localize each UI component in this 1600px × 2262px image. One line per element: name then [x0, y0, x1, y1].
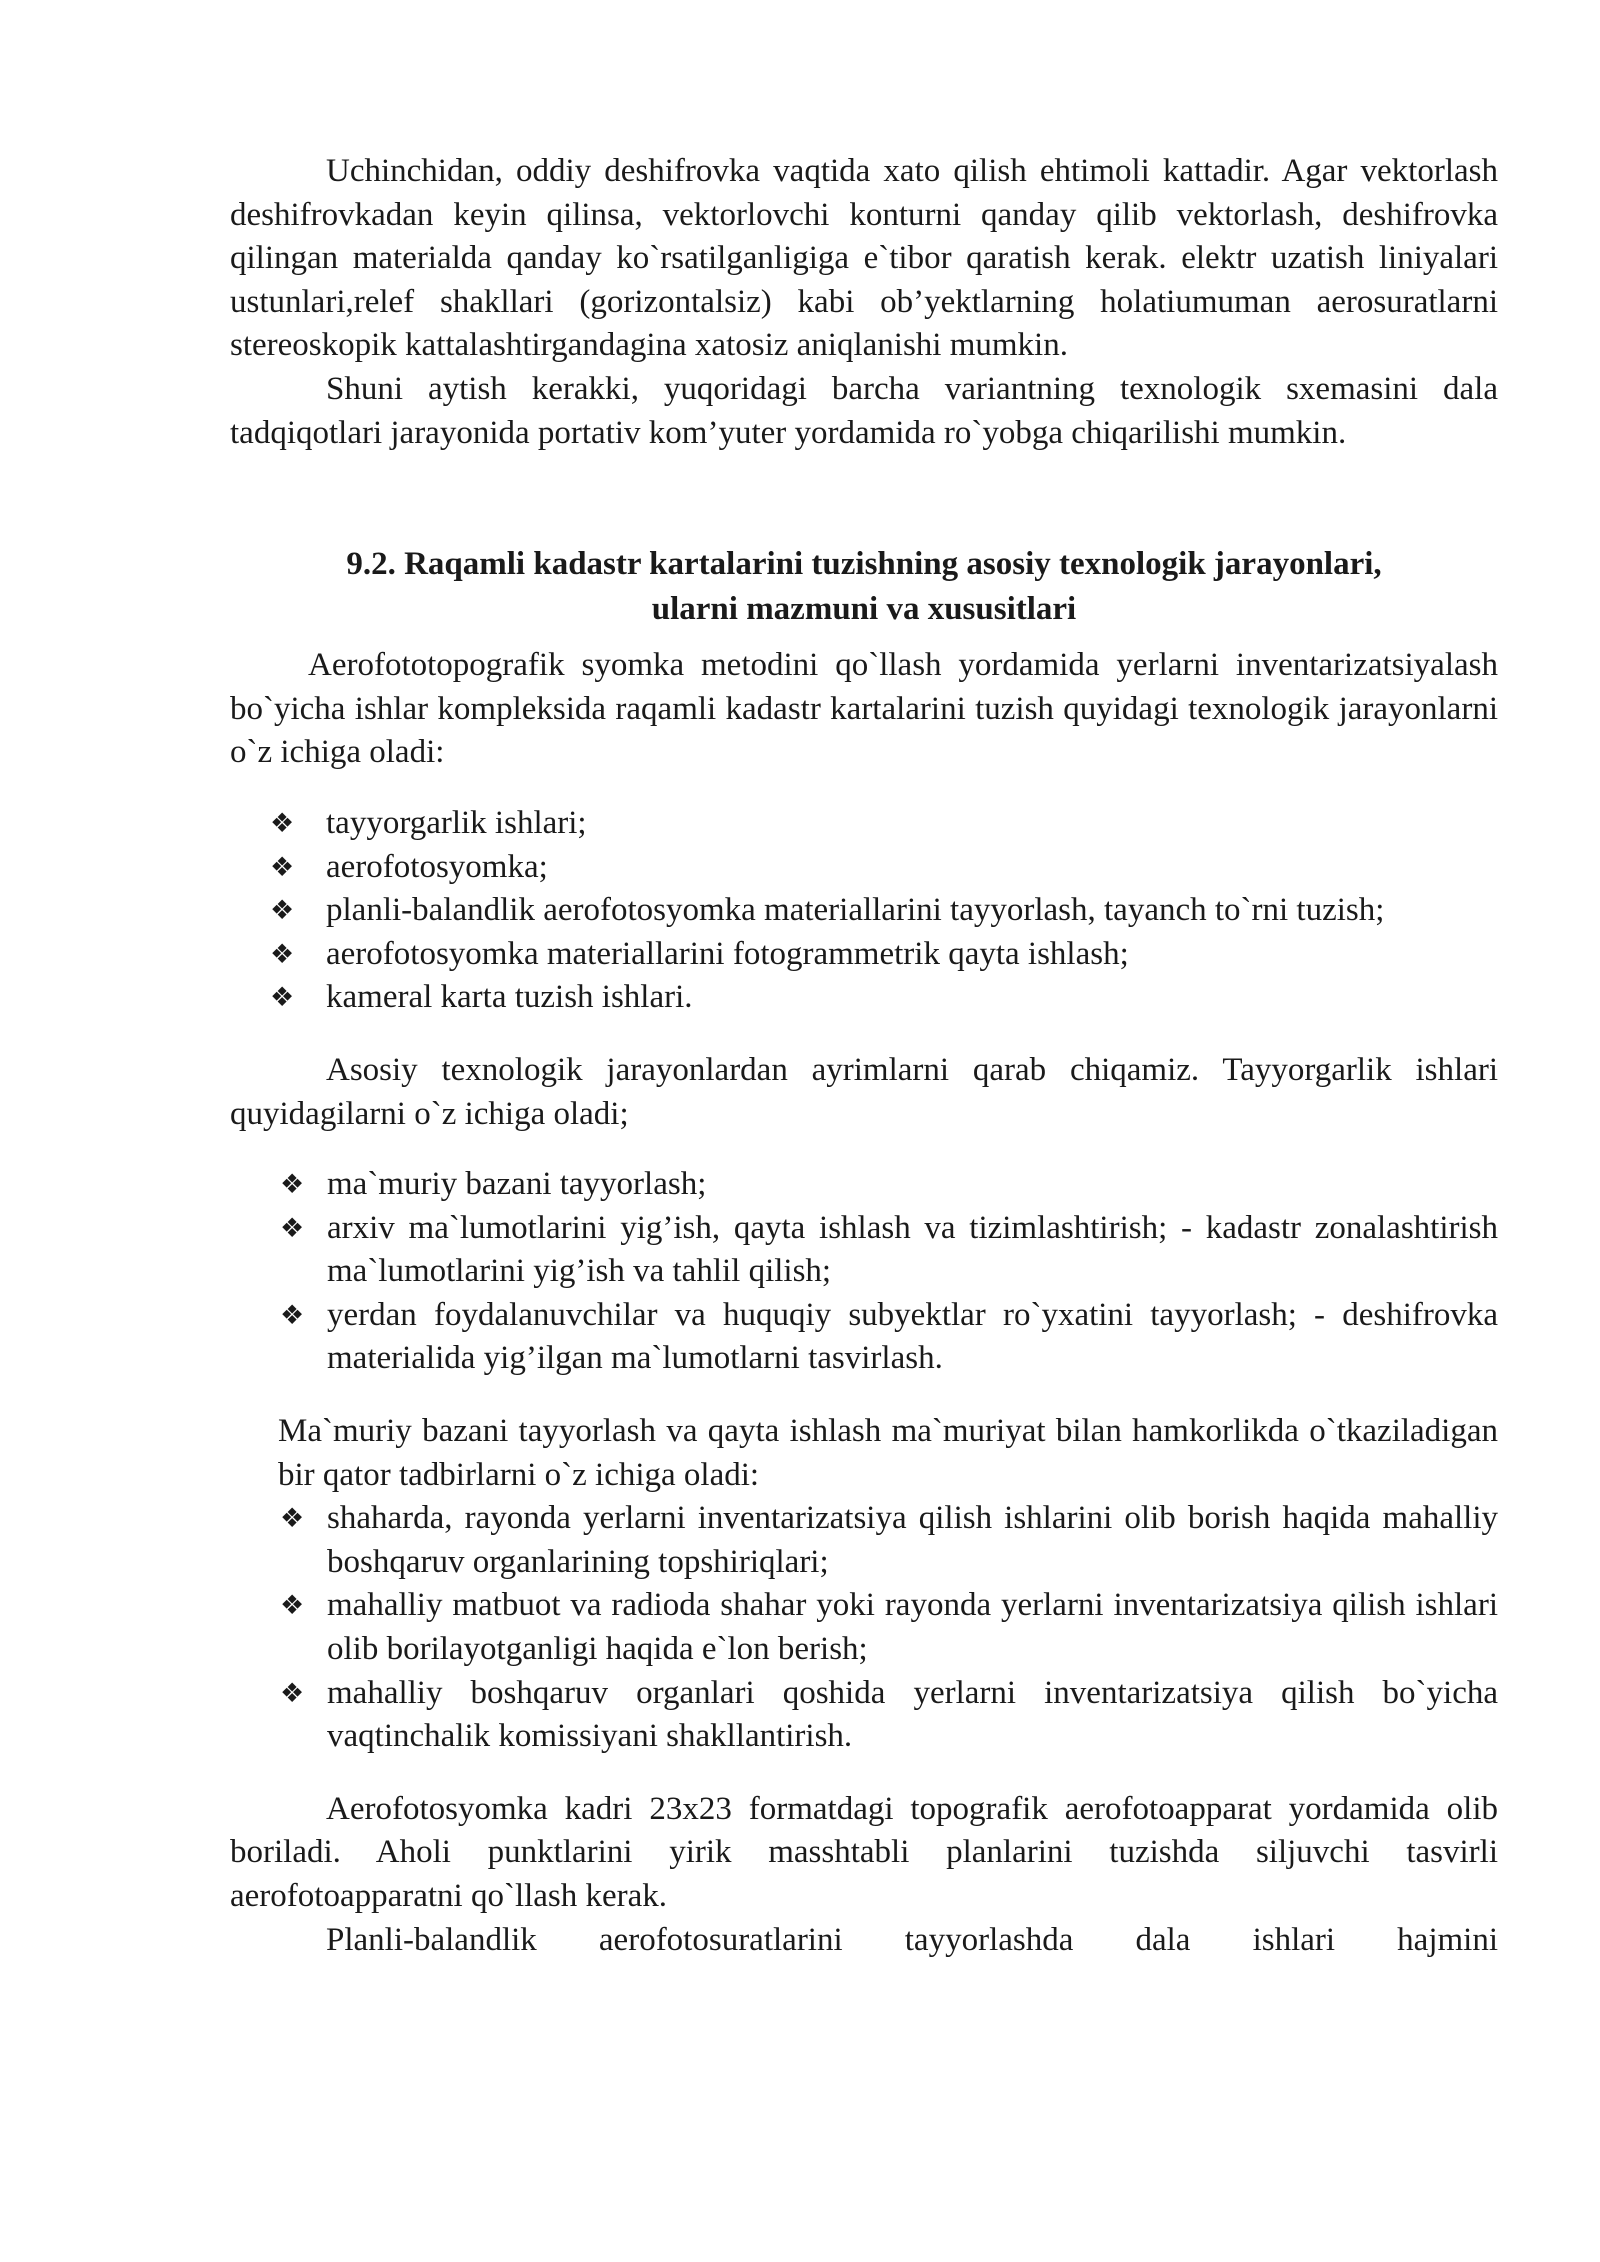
list-item: ❖ mahalliy matbuot va radioda shahar yoki rayonda yerlarni inventarizatsiya qilish ishlari olib borilayotganligi haqida e`lon berish;	[327, 1584, 1498, 1671]
list-item: ❖ tayyorgarlik ishlari;	[270, 802, 1498, 846]
paragraph-portable-computer: Shuni aytish kerakki, yuqoridagi barcha variantning texnologik sxemasini dala tadqiqotlari jarayonida portativ kom’yuter yordamida ro`yobga chiqarilishi mumkin.	[230, 370, 1498, 451]
list-item: ❖ planli-balandlik aerofotosyomka materiallarini tayyorlash, tayanch to`rni tuzish;	[270, 889, 1498, 933]
admin-list	[230, 1497, 1498, 1759]
list-item: ❖ yerdan foydalanuvchilar va huquqiy subyektlar ro`yxatini tayyorlash; - deshifrovka materialida yig’ilgan ma`lumotlarni tasvirlash.	[327, 1294, 1498, 1381]
list-item: ❖ kameral karta tuzish ishlari.	[270, 976, 1498, 1020]
list-item: ❖ aerofotosyomka;	[270, 846, 1498, 890]
section-heading	[230, 542, 1498, 632]
paragraph-admin-base: Ma`muriy bazani tayyorlash va qayta ishlash ma`muriyat bilan hamkorlikda o`tkaziladigan bir qator tadbirlarni o`z ichiga oladi:	[278, 1413, 1498, 1493]
paragraph-planned-height: Planli-balandlik aerofotosuratlarini tayyorlashda dala ishlari hajmini	[326, 1921, 1498, 1958]
paragraph-preparation: Asosiy texnologik jarayonlardan ayrimlarni qarab chiqamiz. Tayyorgarlik ishlari quyidagilarni o`z ichiga oladi;	[230, 1051, 1498, 1132]
paragraph-aerial-survey: Aerofotosyomka kadri 23x23 formatdagi topografik aerofotoapparat yordamida olib boriladi. Aholi punktlarini yirik masshtabli planlarini tuzishda siljuvchi tasvirli aerofotoapparatni qo`llash kerak.	[230, 1790, 1498, 1914]
section-heading-line-2: ularni mazmuni va xususitlari	[651, 591, 1077, 628]
paragraph-errors: Uchinchidan, oddiy deshifrovka vaqtida xato qilish ehtimoli kattadir. Agar vektorlash deshifrovkadan keyin qilinsa, vektorlovchi konturni qanday qilib vektorlash, deshifrovka qilingan materialda qanday ko`rsatilganligiga e`tibor qaratish kerak. elektr uzatish liniyalari ustunlari,relef shakllari (gorizontalsiz) kabi ob’yektlarning holatiumuman aerosuratlarni stereoskopik kattalashtirgandagina xatosiz aniqlanishi mumkin.	[230, 153, 1498, 364]
list-item: ❖ aerofotosyomka materiallarini fotogrammetrik qayta ishlash;	[270, 933, 1498, 977]
document-page	[230, 150, 1498, 1962]
list-item: ❖ arxiv ma`lumotlarini yig’ish, qayta ishlash va tizimlashtirish; - kadastr zonalashtirish ma`lumotlarini yig’ish va tahlil qilish;	[327, 1207, 1498, 1294]
preparation-list	[230, 1163, 1498, 1381]
process-list	[230, 802, 1498, 1020]
list-item: ❖ ma`muriy bazani tayyorlash;	[327, 1163, 1498, 1207]
paragraph-intro: Aerofototopografik syomka metodini qo`llash yordamida yerlarni inventarizatsiyalash bo`yicha ishlar kompleksida raqamli kadastr kartalarini tuzish quyidagi texnologik jarayonlarni o`z ichiga oladi:	[230, 647, 1498, 771]
list-item: ❖ shaharda, rayonda yerlarni inventarizatsiya qilish ishlarini olib borish haqida mahalliy boshqaruv organlarining topshiriqlari;	[327, 1497, 1498, 1584]
list-item: ❖ mahalliy boshqaruv organlari qoshida yerlarni inventarizatsiya qilish bo`yicha vaqtinchalik komissiyani shakllantirish.	[327, 1672, 1498, 1759]
section-heading-line-1: 9.2. Raqamli kadastr kartalarini tuzishning asosiy texnologik jarayonlari,	[346, 546, 1382, 583]
